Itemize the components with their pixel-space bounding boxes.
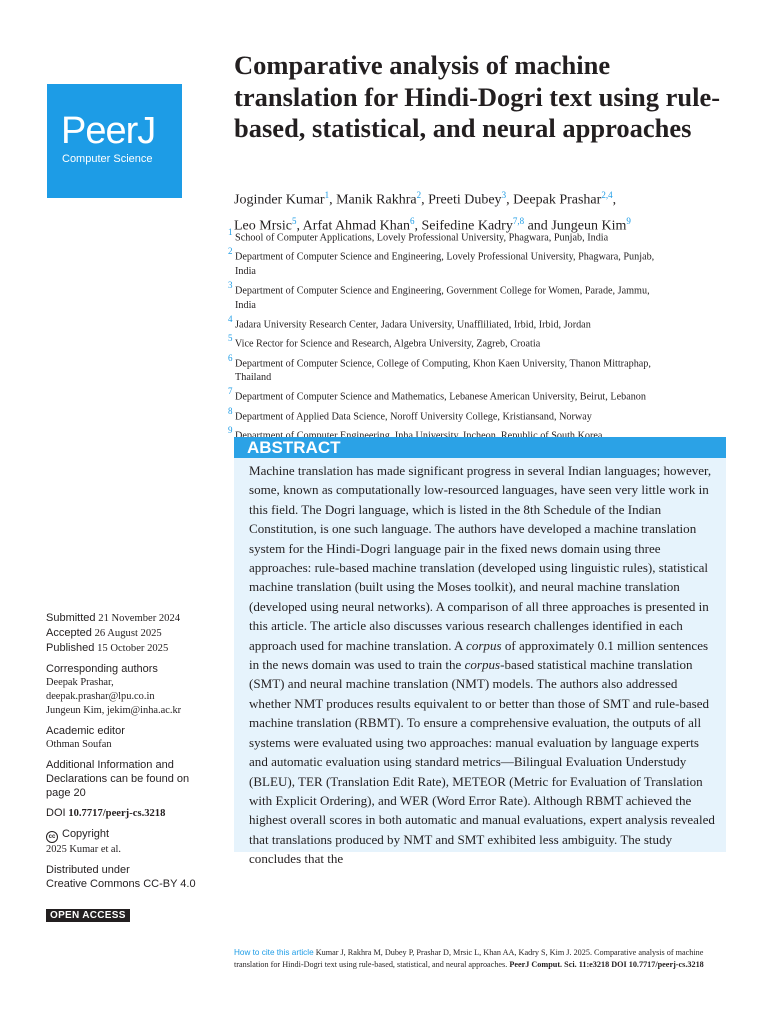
author-name: Manik Rakhra (336, 192, 417, 208)
copyright-row (46, 827, 226, 843)
affiliation-item (228, 385, 668, 404)
corresponding-author-1: Deepak Prashar, (46, 677, 114, 688)
affiliation-number: 5 (228, 333, 233, 344)
additional-info-line-3: page 20 (46, 787, 86, 799)
affiliation-text: Vice Rector for Science and Research, Algebra University, Zagreb, Croatia (234, 338, 541, 350)
author-affiliation-marker: 9 (626, 215, 631, 226)
affiliation-text: Department of Computer Science, College of Computing, Khon Kaen University, Thanon Mittraphap, Thailand (235, 358, 651, 384)
paper-title: Comparative analysis of machine translation for Hindi-Dogri text using rule-based, statistical, and neural approaches (234, 50, 721, 143)
citation-volume-doi[interactable]: 11:e3218 DOI 10.7717/peerj-cs.3218 (578, 960, 704, 970)
affiliation-item (228, 226, 668, 245)
author-name: Leo Mrsic (234, 218, 292, 234)
citation-text: Kumar J, Rakhra M, Dubey P, Prashar D, Mrsic L, Khan AA, Kadry S, Kim J. 2025. Comparative analysis of machine translation for Hindi-Dogri text using rule-based, statistical, and neural approaches. (234, 948, 704, 970)
logo-journal-name: Computer Science (62, 153, 153, 165)
doi-label: DOI (46, 807, 66, 819)
author-name: Preeti Dubey (428, 192, 502, 208)
abstract-italic-term: corpus (464, 657, 501, 673)
affiliation-number: 6 (228, 352, 233, 363)
affiliation-text: Department of Applied Data Science, Noroff University College, Kristiansand, Norway (235, 411, 592, 423)
affiliation-text: Department of Computer Science and Engineering, Government College for Women, Parade, Jammu, India (235, 285, 650, 311)
journal-logo (47, 84, 182, 198)
affiliation-item (228, 313, 668, 332)
author-name: Deepak Prashar (513, 192, 602, 208)
accepted-label: Accepted (46, 627, 92, 639)
affiliation-text: Department of Computer Science and Mathematics, Lebanese American University, Beirut, Lebanon (235, 391, 646, 403)
affiliation-number: 7 (228, 386, 233, 397)
additional-info-line-2: Declarations can be found on (46, 773, 190, 785)
affiliation-text: School of Computer Applications, Lovely Professional University, Phagwara, Punjab, India (235, 232, 609, 244)
abstract-box (234, 458, 726, 867)
abstract-italic-term: corpus (466, 637, 502, 653)
author-separator: , (421, 192, 429, 208)
abstract-segment: of approximately 0.1 million sentences in the news domain was used to train the (249, 637, 709, 673)
creative-commons-icon: cc (46, 831, 58, 843)
accepted-row (46, 626, 226, 641)
author-separator: , (506, 192, 514, 208)
logo-wordmark: PeerJ (61, 110, 156, 152)
published-label: Published (46, 642, 95, 654)
author-name: Joginder Kumar (234, 192, 325, 208)
article-info-sidebar (46, 611, 226, 923)
author-name: Jungeun Kim (551, 218, 627, 234)
author-affiliation-marker: 5 (291, 215, 297, 226)
accepted-date: 26 August 2025 (94, 628, 162, 639)
affiliation-list (228, 226, 668, 444)
license-name[interactable]: Creative Commons CC-BY 4.0 (46, 878, 196, 890)
affiliation-number: 2 (228, 246, 233, 257)
affiliation-text: Jadara University Research Center, Jadara University, Unaffliliated, Irbid, Irbid, Jordan (235, 319, 591, 331)
distributed-label: Distributed under (46, 864, 130, 876)
affiliation-number: 9 (228, 425, 233, 436)
author-affiliation-marker: 2 (416, 190, 422, 200)
abstract-segment: -based statistical machine translation (SMT) and neural machine translation (NMT) models. The authors also addressed whether NMT produces results equivalent to or better than those of SMT and rule-based machine translation (RBMT). To ensure a comprehensive evaluation, the outputs of all systems were evaluated using two approaches: manual evaluation by language experts and automatic evaluation using standard metrics—Bilingual Evaluation Understudy (BLEU), TER (Translation Edit Rate), METEOR (Metric for Evaluation of Translation with Explicit Ordering), and WER (Word Error Rate). Although RBMT achieved the highest overall scores in both automatic and manual evaluations, expert analysis revealed that translations produced by NMT and SMT exhibited less ambiguity. The study concludes that the (249, 657, 715, 867)
affiliation-item (228, 332, 668, 351)
abstract-heading: ABSTRACT (247, 438, 341, 457)
abstract-text (249, 461, 719, 869)
author-name: Seifedine Kadry (421, 218, 513, 234)
author-affiliation-marker: 7,8 (512, 215, 525, 226)
affiliation-text: Department of Computer Science and Engineering, Lovely Professional University, Phagwara, Punjab, India (235, 251, 655, 277)
citation-journal: PeerJ Comput. Sci. (509, 960, 577, 970)
author-separator: , (414, 218, 422, 234)
affiliation-number: 8 (228, 405, 233, 416)
academic-editor-label: Academic editor (46, 725, 125, 737)
affiliation-item (228, 352, 668, 386)
author-name: Arfat Ahmad Khan (302, 218, 410, 234)
additional-info-line-1: Additional Information and (46, 759, 174, 771)
corresponding-email-1[interactable]: deepak.prashar@lpu.co.in (46, 691, 155, 702)
author-affiliation-marker: 1 (324, 190, 330, 200)
doi-row[interactable] (46, 806, 226, 821)
submitted-row (46, 611, 226, 626)
author-affiliation-marker: 6 (409, 215, 415, 226)
corresponding-authors-label: Corresponding authors (46, 663, 158, 675)
published-row (46, 641, 226, 656)
author-separator: and (524, 218, 552, 234)
how-to-cite (234, 947, 730, 971)
how-to-cite-label: How to cite this article (234, 948, 314, 957)
affiliation-item (228, 279, 668, 313)
affiliation-number: 1 (228, 227, 233, 237)
author-affiliation-marker: 2,4 (601, 190, 613, 200)
copyright-label: Copyright (62, 828, 110, 840)
academic-editor-name: Othman Soufan (46, 739, 112, 750)
submitted-label: Submitted (46, 612, 96, 624)
author-affiliation-marker: 3 (501, 190, 507, 200)
published-date: 15 October 2025 (97, 643, 169, 654)
author-separator: , (612, 192, 617, 208)
affiliation-item (228, 405, 668, 424)
doi-value[interactable]: 10.7717/peerj-cs.3218 (68, 808, 166, 819)
author-separator: , (329, 192, 337, 208)
corresponding-author-2[interactable]: Jungeun Kim, jekim@inha.ac.kr (46, 705, 182, 716)
abstract-heading-bar (234, 437, 726, 458)
author-separator: , (296, 218, 303, 234)
abstract-segment: Machine translation has made significant progress in several Indian languages; however, some, known as computationally low-resourced languages, have seen very little work in this field. The Dogri language, which is listed in the 8th Schedule of the Indian Constitution, is one such language. The authors have developed a machine translation system for the Hindi-Dogri language pair in the fixed news domain using three approaches: rule-based machine translation (developed using linguistic rules), statistical machine translation (built using the Moses toolkit), and neural machine translation (developed using neural networks). A comparison of all three approaches is presented in this article. The article also discusses various research challenges identified in each approach used for machine translation. A (249, 463, 712, 653)
affiliation-number: 3 (228, 280, 233, 291)
affiliation-number: 4 (228, 313, 233, 324)
affiliation-item (228, 245, 668, 279)
submitted-date: 21 November 2024 (98, 613, 181, 624)
open-access-badge: OPEN ACCESS (46, 909, 130, 922)
copyright-holder: 2025 Kumar et al. (46, 844, 122, 855)
